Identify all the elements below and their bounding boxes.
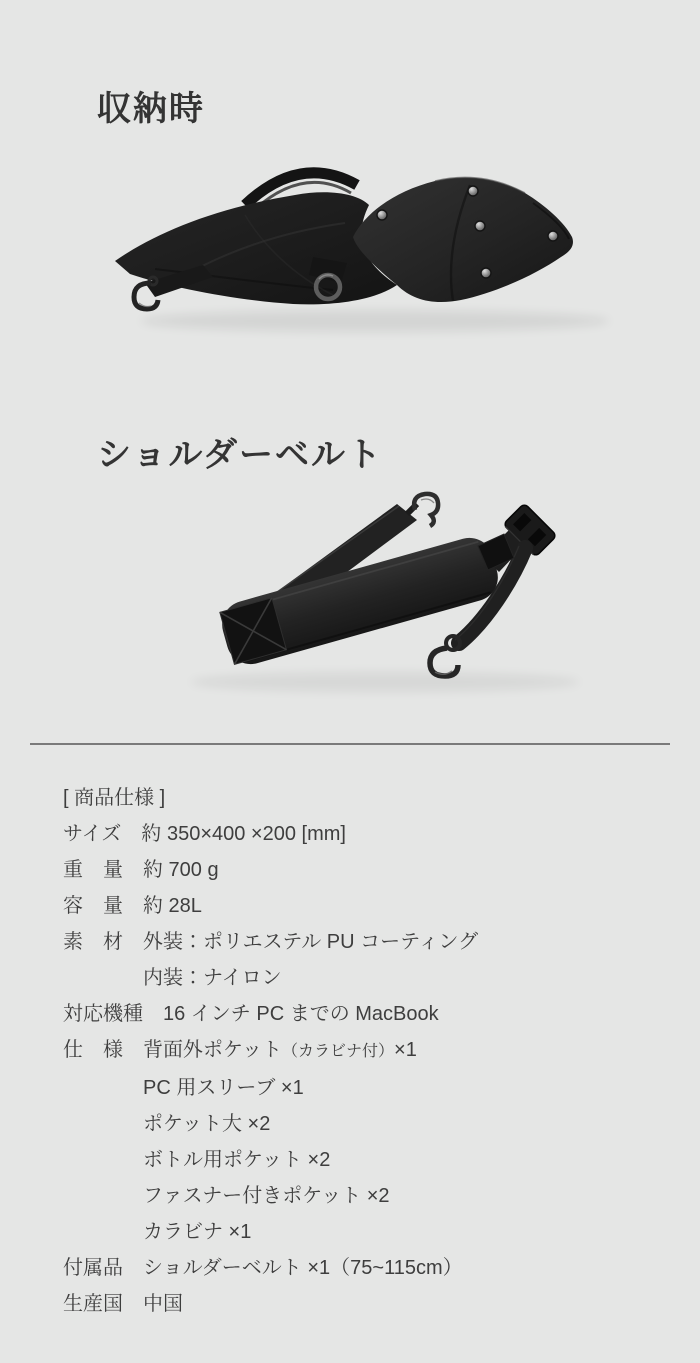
spec-value-line: 約 350×400 ×200 [mm] bbox=[141, 823, 346, 845]
spec-label: 素 材 bbox=[63, 931, 123, 953]
spec-row-compatible-models bbox=[63, 996, 663, 1032]
spec-title: [ 商品仕様 ] bbox=[63, 787, 166, 809]
spec-value-line: ボトル用ポケット ×2 bbox=[143, 1149, 331, 1171]
spec-label: 仕 様 bbox=[63, 1039, 123, 1061]
spec-row-material bbox=[63, 924, 663, 996]
shoulder-belt-illustration bbox=[145, 476, 615, 708]
spec-value-note: （カラビナ付） bbox=[282, 1043, 395, 1060]
spec-label: 重 量 bbox=[63, 859, 123, 881]
shoulder-belt-photo bbox=[145, 476, 615, 708]
spec-label: 容 量 bbox=[63, 895, 123, 917]
spec-row-country bbox=[63, 1286, 663, 1322]
spec-value-line: カラビナ ×1 bbox=[143, 1221, 252, 1243]
spec-label: 生産国 bbox=[63, 1293, 123, 1315]
spec-value-line: 16 インチ PC までの MacBook bbox=[163, 1003, 439, 1025]
spec-section bbox=[63, 780, 663, 1322]
spec-value-line: 背面外ポケット（カラビナ付）×1 bbox=[143, 1039, 417, 1061]
folded-bag-illustration bbox=[95, 153, 615, 348]
spec-value-line: 約 700 g bbox=[143, 859, 219, 881]
spec-label: サイズ bbox=[63, 823, 122, 845]
shoulder-belt-section-heading: ショルダーベルト bbox=[97, 436, 383, 474]
spec-row-capacity bbox=[63, 888, 663, 924]
spec-label: 付属品 bbox=[63, 1257, 123, 1279]
stored-section-heading: 収納時 bbox=[97, 90, 205, 128]
bag-shadow bbox=[140, 310, 610, 332]
section-divider bbox=[30, 743, 670, 745]
spec-row-size bbox=[63, 816, 663, 852]
spec-value-line: PC 用スリーブ ×1 bbox=[143, 1077, 304, 1099]
spec-value-line: 中国 bbox=[143, 1293, 183, 1315]
spec-value-line: ショルダーベルト ×1（75~115cm） bbox=[143, 1257, 463, 1279]
spec-value-line: ポケット大 ×2 bbox=[143, 1113, 271, 1135]
spec-value-line: 内装：ナイロン bbox=[143, 967, 282, 989]
spec-row-features bbox=[63, 1032, 663, 1250]
spec-row-accessories bbox=[63, 1250, 663, 1286]
spec-value-line: 外装：ポリエステル PU コーティング bbox=[143, 931, 479, 953]
spec-label: 対応機種 bbox=[63, 1003, 143, 1025]
folded-bag-photo bbox=[95, 153, 615, 348]
belt-shadow bbox=[190, 672, 580, 692]
spec-value-line: 約 28L bbox=[143, 895, 202, 917]
spec-row-weight bbox=[63, 852, 663, 888]
spec-value-line: ファスナー付きポケット ×2 bbox=[143, 1185, 390, 1207]
